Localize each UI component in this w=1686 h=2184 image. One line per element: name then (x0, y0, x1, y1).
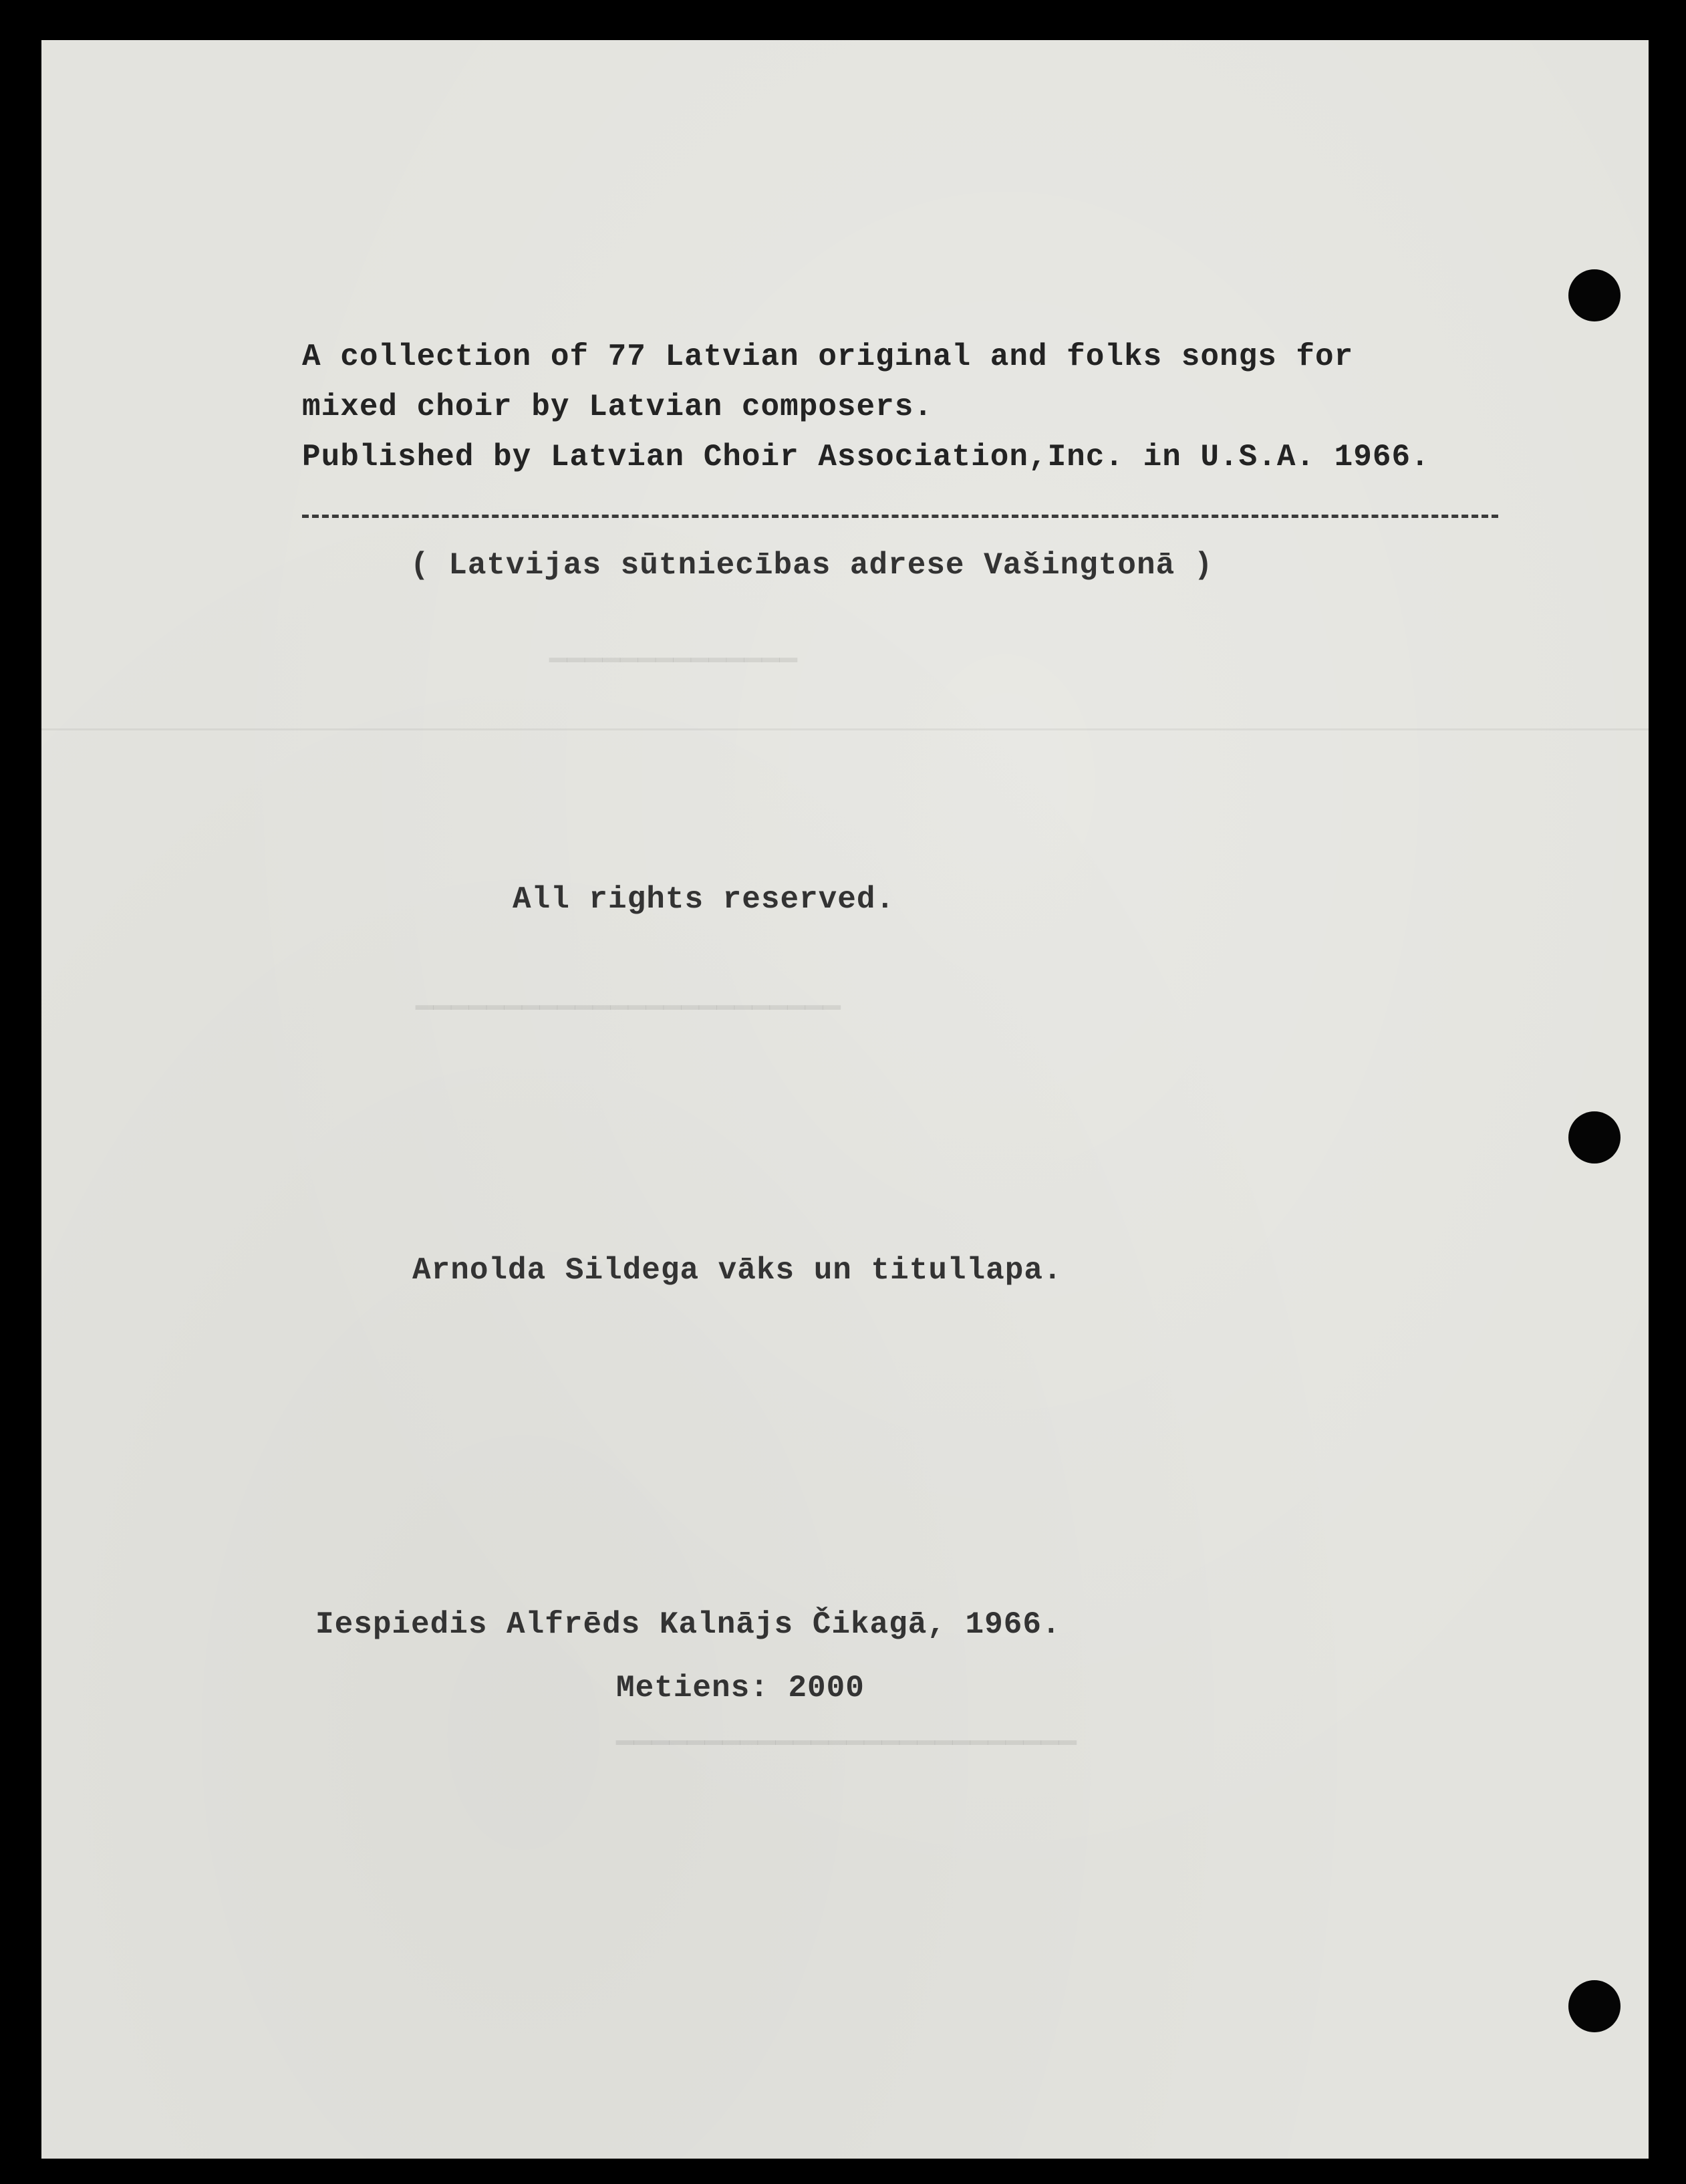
cover-credit: Arnolda Sildega vāks un titullapa. (412, 1253, 1063, 1288)
heading-line-2: mixed choir by Latvian composers. (302, 390, 933, 424)
paper-sheet (41, 40, 1649, 2159)
punch-hole (1568, 269, 1621, 321)
bleed-through-text: ▁▁▁▁▁▁▁▁▁▁▁▁▁▁▁▁▁▁▁▁▁▁▁▁ (416, 978, 841, 1012)
rights-statement: All rights reserved. (513, 882, 895, 917)
embassy-note: ( Latvijas sūtniecības adrese Vašingtonā ) (410, 548, 1214, 583)
printer-line: Iespiedis Alfrēds Kalnājs Čikagā, 1966. (315, 1607, 1061, 1642)
bleed-through-text: ▁▁▁▁▁▁▁▁▁▁▁▁▁▁ (549, 631, 797, 664)
punch-hole (1568, 1980, 1621, 2032)
print-run: Metiens: 2000 (616, 1671, 865, 1705)
paper-fold-crease (41, 728, 1649, 730)
heading-line-1: A collection of 77 Latvian original and folks songs for (302, 339, 1354, 374)
heading-line-3: Published by Latvian Choir Association,Inc. in U.S.A. 1966. (302, 440, 1430, 474)
dashed-rule (302, 515, 1498, 518)
bleed-through-text: ▁▁▁▁▁▁▁▁▁▁▁▁▁▁▁▁▁▁▁▁▁▁▁▁▁▁ (616, 1714, 1077, 1747)
punch-hole (1568, 1111, 1621, 1164)
